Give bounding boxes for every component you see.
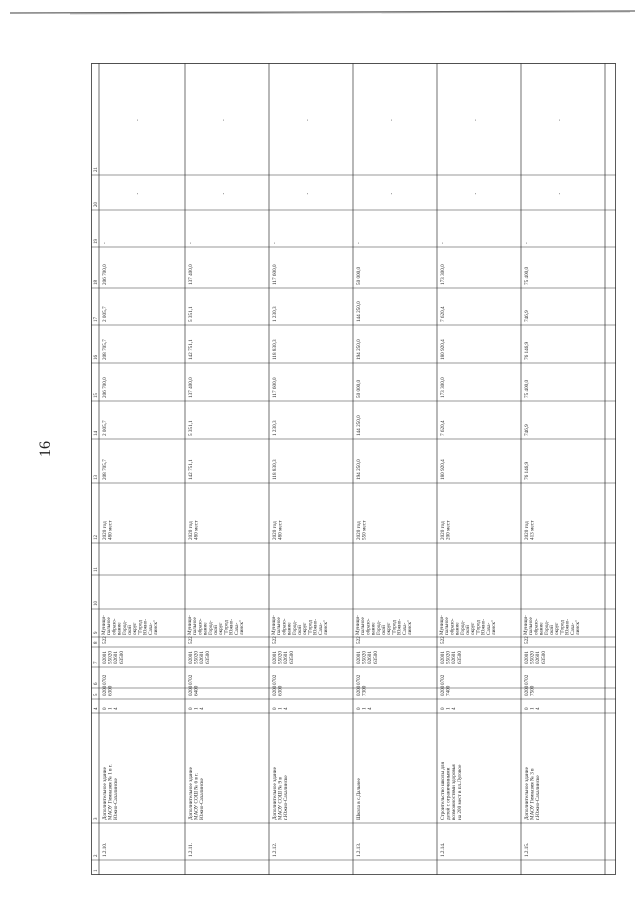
cell-c9: "Город bbox=[475, 620, 482, 635]
cell-c7: 55020 bbox=[193, 651, 200, 664]
cell-c9: линск" bbox=[491, 619, 497, 635]
cell-c9: вание bbox=[116, 622, 123, 635]
header-cell: 16 bbox=[94, 355, 99, 360]
cell-c9: линск" bbox=[407, 619, 413, 635]
cell-c9: Город- bbox=[291, 620, 298, 635]
cell-c4: 4 bbox=[535, 707, 542, 710]
cell-c7: 63500 bbox=[204, 651, 211, 664]
object-name: возможностями здоровья bbox=[451, 764, 458, 820]
cell-c9: образо- bbox=[533, 618, 540, 635]
cell-c9: Город- bbox=[207, 620, 214, 635]
header-cell: 15 bbox=[94, 393, 99, 398]
cell-c9: "Город bbox=[223, 620, 230, 635]
cell-c7: 02601 bbox=[199, 651, 206, 664]
cell-c8: 522 bbox=[272, 636, 278, 644]
header-cell: 8 bbox=[94, 641, 99, 644]
cell-c5: 0200 bbox=[524, 685, 530, 696]
cell-c14: 7 620,4 bbox=[440, 420, 446, 436]
cell-c21: - bbox=[557, 119, 563, 121]
cell-c13: 118 830,3 bbox=[272, 459, 278, 480]
header-cell: 2 bbox=[94, 854, 99, 857]
cell-c7: 63500 bbox=[540, 651, 547, 664]
cell-c12: 2020 год bbox=[272, 521, 278, 540]
cell-c8: 522 bbox=[524, 636, 530, 644]
page-number: 16 bbox=[37, 441, 54, 457]
cell-c20: - bbox=[135, 192, 141, 195]
header-cell: 13 bbox=[94, 475, 99, 480]
row-number: 1.2.15. bbox=[524, 842, 530, 857]
cell-c21: - bbox=[305, 119, 311, 121]
cell-c20: - bbox=[305, 192, 311, 195]
cell-c15: 75 400,0 bbox=[524, 379, 530, 398]
cell-c20: - bbox=[473, 192, 479, 195]
cell-c7: 02001 bbox=[524, 651, 530, 664]
cell-c7: 55020 bbox=[529, 651, 536, 664]
cell-c9: Саха- bbox=[485, 622, 492, 635]
cell-c7: 55020 bbox=[361, 651, 368, 664]
cell-c15: 173 300,0 bbox=[440, 377, 446, 398]
cell-c13: 142 751,1 bbox=[188, 459, 194, 480]
cell-c13: 76 146,9 bbox=[524, 461, 530, 480]
cell-c7: 02601 bbox=[113, 651, 120, 664]
cell-c14: 746,9 bbox=[524, 424, 530, 436]
cell-c9: пальное bbox=[444, 617, 451, 635]
object-name: г.Южно-Сахалинске bbox=[283, 775, 290, 820]
header-cell: 4 bbox=[94, 707, 99, 710]
cell-c12: 2020 год bbox=[356, 521, 362, 540]
cell-c9: "Город bbox=[137, 620, 144, 635]
table-frame bbox=[92, 64, 616, 875]
cell-c4: 0 bbox=[188, 707, 194, 710]
object-name: Школа в с.Дальнее bbox=[356, 778, 362, 820]
cell-c15: 50 000,0 bbox=[356, 379, 362, 398]
header-cell: 10 bbox=[94, 601, 99, 606]
cell-c4: 4 bbox=[113, 707, 120, 710]
cell-c7: 63500 bbox=[288, 651, 295, 664]
cell-c19: - bbox=[272, 242, 278, 244]
cell-c18: 117 600,0 bbox=[272, 264, 278, 285]
cell-c18: 206 700,0 bbox=[102, 264, 108, 285]
cell-c18: 173 300,0 bbox=[440, 264, 446, 285]
object-name: МАОУ Гимназия № 1 в г. bbox=[107, 764, 114, 820]
cell-c9: вание bbox=[370, 622, 377, 635]
cell-c7: 02601 bbox=[535, 651, 542, 664]
cell-c19: - bbox=[356, 242, 362, 244]
cell-c16: 76 146,9 bbox=[524, 341, 530, 360]
cell-c5: 7500 bbox=[529, 685, 536, 696]
cell-c20: - bbox=[221, 192, 227, 195]
cell-c9: Южно- bbox=[480, 618, 487, 635]
cell-c7: 63500 bbox=[372, 651, 379, 664]
object-name: Дополнительное здание bbox=[524, 767, 530, 820]
cell-c20: - bbox=[557, 192, 563, 195]
cell-c5: 0200 bbox=[188, 685, 194, 696]
cell-c13: 208 705,7 bbox=[102, 459, 108, 480]
cell-c9: округ bbox=[470, 622, 477, 635]
cell-c8: 522 bbox=[102, 636, 108, 644]
cell-c9: Южно- bbox=[142, 618, 149, 635]
cell-c12: 2020 год bbox=[524, 521, 530, 540]
cell-c13: 180 920,4 bbox=[440, 459, 446, 480]
cell-c5: 0200 bbox=[356, 685, 362, 696]
header-cell: 12 bbox=[94, 535, 99, 540]
cell-c9: Южно- bbox=[312, 618, 319, 635]
rotated-data-table bbox=[91, 63, 616, 875]
cell-c9: линск" bbox=[153, 619, 159, 635]
cell-c9: ской bbox=[213, 625, 219, 635]
cell-c4: 1 bbox=[361, 707, 368, 710]
cell-c9: Муници- bbox=[439, 615, 445, 635]
cell-c14: 144 250,0 bbox=[356, 415, 362, 436]
cell-c9: пальное bbox=[192, 617, 199, 635]
cell-c9: округ bbox=[554, 622, 561, 635]
cell-c17: 1 230,3 bbox=[272, 306, 278, 322]
cell-c9: Саха- bbox=[317, 622, 324, 635]
row-number: 1.2.13. bbox=[356, 842, 362, 857]
cell-c9: линск" bbox=[323, 619, 329, 635]
cell-c9: Саха- bbox=[147, 622, 154, 635]
cell-c16: 180 920,4 bbox=[440, 339, 446, 360]
cell-c7: 02601 bbox=[451, 651, 458, 664]
cell-c9: Город- bbox=[543, 620, 550, 635]
cell-c8: 522 bbox=[188, 636, 194, 644]
cell-c12: 480 мест bbox=[277, 520, 284, 540]
cell-c9: ской bbox=[297, 625, 303, 635]
cell-c17: 5 351,1 bbox=[188, 306, 194, 322]
cell-c9: вание bbox=[538, 622, 545, 635]
header-cell: 11 bbox=[94, 567, 99, 572]
cell-c14: 1 230,3 bbox=[272, 420, 278, 436]
cell-c17: 144 250,0 bbox=[356, 301, 362, 322]
cell-c13: 194 250,0 bbox=[356, 459, 362, 480]
cell-c5: 7400 bbox=[445, 685, 452, 696]
cell-c4: 0 bbox=[524, 707, 530, 710]
cell-c5: 7300 bbox=[361, 685, 368, 696]
object-name: детей с ограниченными bbox=[445, 767, 452, 820]
cell-c9: пальное bbox=[106, 617, 113, 635]
header-cell: 6 bbox=[94, 682, 99, 685]
cell-c9: ской bbox=[549, 625, 555, 635]
header-cell: 18 bbox=[94, 280, 99, 285]
header-cell: 20 bbox=[94, 202, 99, 207]
cell-c7: 02001 bbox=[440, 651, 446, 664]
object-name: Южно-Сахалинске bbox=[113, 778, 120, 820]
cell-c9: округ bbox=[386, 622, 393, 635]
cell-c7: 63500 bbox=[118, 651, 125, 664]
header-cell: 17 bbox=[94, 317, 99, 322]
cell-c16: 194 250,0 bbox=[356, 339, 362, 360]
object-name: Дополнительное здание bbox=[102, 767, 108, 820]
cell-c7: 55020 bbox=[445, 651, 452, 664]
header-cell: 9 bbox=[94, 631, 99, 634]
cell-c9: Саха- bbox=[233, 622, 240, 635]
cell-c15: 206 700,0 bbox=[102, 377, 108, 398]
cell-c12: 2020 год bbox=[102, 521, 108, 540]
object-name: г.Южно-Сахалинске bbox=[535, 775, 542, 820]
cell-c7: 02001 bbox=[272, 651, 278, 664]
cell-c21: - bbox=[135, 119, 141, 121]
cell-c19: - bbox=[440, 242, 446, 244]
cell-c9: пальное bbox=[276, 617, 283, 635]
row-number: 1.2.12. bbox=[272, 842, 278, 857]
cell-c4: 0 bbox=[102, 707, 108, 710]
cell-c12: 480 мест bbox=[193, 520, 200, 540]
header-cell: 1 bbox=[94, 869, 99, 872]
cell-c9: образо- bbox=[197, 618, 204, 635]
cell-c9: образо- bbox=[449, 618, 456, 635]
cell-c9: Южно- bbox=[228, 618, 235, 635]
row-number: 1.2.11. bbox=[188, 842, 194, 857]
cell-c18: 50 000,0 bbox=[356, 266, 362, 285]
cell-c7: 02601 bbox=[367, 651, 374, 664]
cell-c9: вание bbox=[286, 622, 293, 635]
cell-c16: 142 751,1 bbox=[188, 339, 194, 360]
cell-c7: 02001 bbox=[102, 651, 108, 664]
header-cell: 3 bbox=[94, 817, 99, 820]
object-name: на 200 мест в пл.Луговое bbox=[456, 764, 463, 820]
cell-c21: - bbox=[473, 119, 479, 121]
cell-c7: 02601 bbox=[283, 651, 290, 664]
cell-c9: Муници- bbox=[101, 615, 107, 635]
cell-c4: 1 bbox=[277, 707, 284, 710]
cell-c7: 02001 bbox=[188, 651, 194, 664]
cell-c9: образо- bbox=[281, 618, 288, 635]
object-name: МАОУ Гимназия № 3 в bbox=[529, 768, 536, 820]
cell-c21: - bbox=[389, 119, 395, 121]
cell-c5: 0200 bbox=[102, 685, 108, 696]
cell-c9: Город- bbox=[375, 620, 382, 635]
cell-c9: ской bbox=[127, 625, 133, 635]
cell-c4: 4 bbox=[367, 707, 374, 710]
cell-c14: 2 005,7 bbox=[102, 420, 108, 436]
cell-c12: 2020 год bbox=[440, 521, 446, 540]
cell-c6: 0702 bbox=[102, 674, 108, 685]
cell-c19: - bbox=[102, 242, 108, 244]
header-cell: 19 bbox=[94, 239, 99, 244]
cell-c7: 63500 bbox=[456, 651, 463, 664]
cell-c4: 1 bbox=[193, 707, 200, 710]
cell-c20: - bbox=[389, 192, 395, 195]
cell-c9: округ bbox=[218, 622, 225, 635]
cell-c12: 413 мест bbox=[529, 520, 536, 540]
header-cell: 7 bbox=[94, 661, 99, 664]
cell-c4: 4 bbox=[451, 707, 458, 710]
header-cell: 14 bbox=[94, 431, 99, 436]
cell-c9: Саха- bbox=[401, 622, 408, 635]
cell-c4: 0 bbox=[272, 707, 278, 710]
cell-c18: 75 400,0 bbox=[524, 266, 530, 285]
cell-c17: 746,9 bbox=[524, 310, 530, 322]
cell-c6: 0702 bbox=[356, 674, 362, 685]
cell-c14: 5 351,1 bbox=[188, 420, 194, 436]
object-name: Дополнительное здание bbox=[272, 767, 278, 820]
cell-c9: вание bbox=[454, 622, 461, 635]
cell-c9: пальное bbox=[528, 617, 535, 635]
cell-c9: образо- bbox=[111, 618, 118, 635]
cell-c6: 0702 bbox=[188, 674, 194, 685]
cell-c19: - bbox=[524, 242, 530, 244]
cell-c9: Саха- bbox=[569, 622, 576, 635]
cell-c4: 1 bbox=[107, 707, 114, 710]
cell-c15: 117 600,0 bbox=[272, 377, 278, 398]
object-name: МАОУ СОШ № 6 в г. bbox=[193, 773, 200, 820]
cell-c5: 6300 bbox=[277, 685, 284, 696]
cell-c9: Южно- bbox=[396, 618, 403, 635]
object-name: Строительство школы для bbox=[440, 762, 446, 820]
cell-c9: ской bbox=[381, 625, 387, 635]
cell-c5: 0200 bbox=[440, 685, 446, 696]
cell-c9: Муници- bbox=[187, 615, 193, 635]
object-name: МАОУ СОШ № 9 в bbox=[277, 777, 284, 820]
object-name: Дополнительное здание bbox=[188, 767, 194, 820]
cell-c9: "Город bbox=[307, 620, 314, 635]
cell-c9: вание bbox=[202, 622, 209, 635]
cell-c5: 0200 bbox=[272, 685, 278, 696]
row-number: 1.2.10. bbox=[102, 842, 108, 857]
cell-c9: Южно- bbox=[564, 618, 571, 635]
cell-c4: 1 bbox=[445, 707, 452, 710]
cell-c6: 0702 bbox=[524, 674, 530, 685]
cell-c8: 522 bbox=[440, 636, 446, 644]
cell-c19: - bbox=[188, 242, 194, 244]
cell-c4: 1 bbox=[529, 707, 536, 710]
cell-c9: ской bbox=[465, 625, 471, 635]
cell-c9: округ bbox=[132, 622, 139, 635]
cell-c8: 522 bbox=[356, 636, 362, 644]
cell-c9: линск" bbox=[239, 619, 245, 635]
cell-c9: Город- bbox=[459, 620, 466, 635]
cell-c7: 55020 bbox=[107, 651, 114, 664]
cell-c21: - bbox=[221, 119, 227, 121]
header-cell: 21 bbox=[94, 167, 99, 172]
cell-c17: 2 005,7 bbox=[102, 306, 108, 322]
row-number: 1.2.14. bbox=[440, 842, 446, 857]
cell-c15: 137 400,0 bbox=[188, 377, 194, 398]
cell-c6: 0702 bbox=[440, 674, 446, 685]
cell-c5: 6300 bbox=[107, 685, 114, 696]
cell-c9: Город- bbox=[121, 620, 128, 635]
cell-c12: 2020 год bbox=[188, 521, 194, 540]
object-name: Южно-Сахалинске bbox=[199, 778, 206, 820]
cell-c7: 02001 bbox=[356, 651, 362, 664]
cell-c18: 137 400,0 bbox=[188, 264, 194, 285]
cell-c9: пальное bbox=[360, 617, 367, 635]
cell-c9: образо- bbox=[365, 618, 372, 635]
cell-c12: 550 мест bbox=[361, 520, 368, 540]
scan-top-border bbox=[10, 8, 635, 16]
cell-c12: 480 мест bbox=[107, 520, 114, 540]
cell-c4: 4 bbox=[199, 707, 206, 710]
cell-c6: 0702 bbox=[272, 674, 278, 685]
cell-c16: 208 705,7 bbox=[102, 339, 108, 360]
cell-c17: 7 620,4 bbox=[440, 306, 446, 322]
cell-c4: 4 bbox=[283, 707, 290, 710]
cell-c7: 55020 bbox=[277, 651, 284, 664]
cell-c12: 200 мест bbox=[445, 520, 452, 540]
cell-c9: "Город bbox=[391, 620, 398, 635]
cell-c5: 6400 bbox=[193, 685, 200, 696]
cell-c4: 0 bbox=[440, 707, 446, 710]
cell-c9: округ bbox=[302, 622, 309, 635]
cell-c16: 118 830,3 bbox=[272, 339, 278, 360]
cell-c9: Муници- bbox=[523, 615, 529, 635]
cell-c4: 0 bbox=[356, 707, 362, 710]
cell-c9: Муници- bbox=[271, 615, 277, 635]
header-cell: 5 bbox=[94, 693, 99, 696]
cell-c9: "Город bbox=[559, 620, 566, 635]
cell-c9: линск" bbox=[575, 619, 581, 635]
cell-c9: Муници- bbox=[355, 615, 361, 635]
